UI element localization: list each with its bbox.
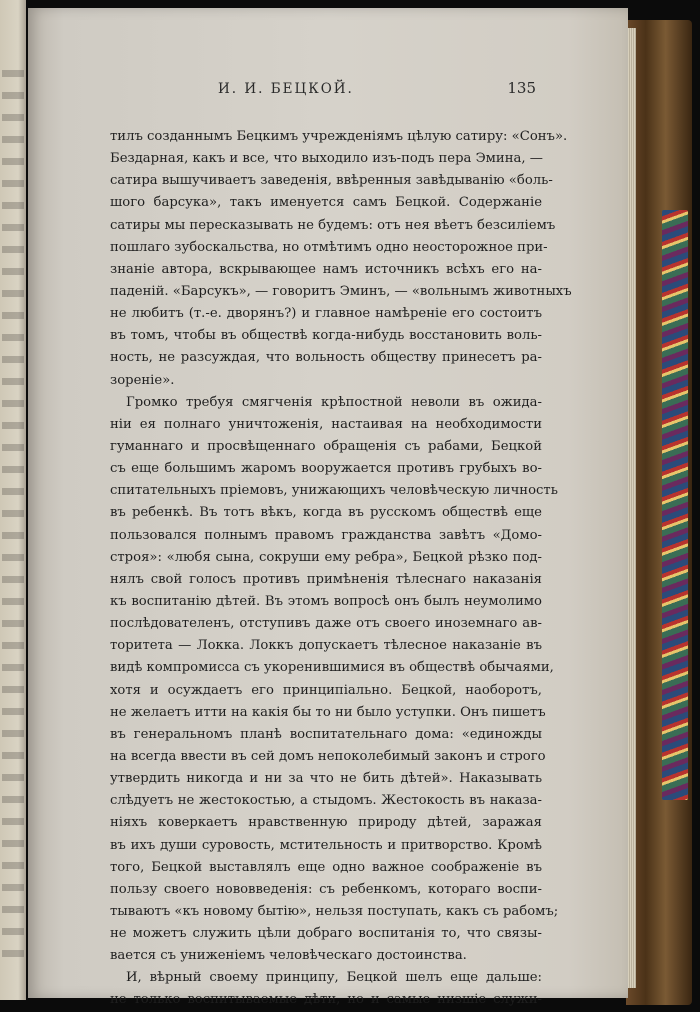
text-line: Бездарная, какъ и все, что выходило изъ-подъ пера Эмина, — (110, 151, 543, 167)
text-line: въ томъ, чтобы въ обществѣ когда-нибудь восстановить воль- (110, 328, 542, 344)
text-line: не можетъ служить цѣли добраго воспитанія то, что связы- (110, 926, 542, 942)
text-line: зореніе». (110, 372, 175, 388)
text-line: вается съ униженіемъ человѣческаго достоинства. (110, 948, 467, 964)
text-line: гуманнаго и просвѣщеннаго обращенія съ рабами, Бецкой (110, 438, 542, 454)
text-line: знаніе автора, вскрывающее намъ источникъ всѣхъ его на- (110, 261, 542, 277)
text-line: съ еще большимъ жаромъ вооружается противъ грубыхъ во- (110, 461, 542, 477)
marbled-page-edge (662, 210, 688, 800)
facing-page-edge (0, 0, 26, 1000)
text-line: ніи ея полнаго уничтоженія, настаивая на необходимости (110, 416, 542, 432)
text-line: на всегда ввести въ сей домъ непоколебимый законъ и строго (110, 748, 546, 764)
text-line: шого барсука», такъ именуется самъ Бецкой. Содержаніе (110, 195, 542, 211)
facing-page-text-fragment (2, 70, 24, 970)
text-line: къ воспитанію дѣтей. Въ этомъ вопросѣ онъ былъ неумолимо (110, 593, 542, 609)
text-line: пользу своего нововведенія: съ ребенкомъ, котораго воспи- (110, 881, 542, 897)
text-line: торитета — Локка. Локкъ допускаетъ тѣлесное наказаніе въ (110, 638, 542, 654)
text-line: тываютъ «къ новому бытію», нельзя поступать, какъ съ рабомъ; (110, 903, 559, 919)
text-line: утвердить никогда и ни за что не бить дѣтей». Наказывать (110, 771, 542, 787)
page-number: 135 (507, 79, 536, 97)
book-page (28, 8, 628, 1008)
text-line: Громко требуя смягченія крѣпостной неволи въ ожида- (126, 394, 542, 410)
text-line: сатира вышучиваетъ заведенія, ввѣренныя завѣдыванію «боль- (110, 173, 553, 189)
text-line: не желаетъ итти на какія бы то ни было уступки. Онъ пишетъ (110, 704, 546, 720)
text-line: слѣдуетъ не жестокостью, а стыдомъ. Жестокость въ наказа- (110, 793, 542, 809)
text-line: не любитъ (т.-е. дворянъ?) и главное намѣреніе его состоитъ (110, 306, 542, 322)
text-line: ніяхъ коверкаетъ нравственную природу дѣтей, заражая (110, 815, 542, 831)
text-line: въ ребенкѣ. Въ тотъ вѣкъ, когда въ русскомъ обществѣ еще (110, 505, 542, 521)
text-line: строя»: «любя сына, сокруши ему ребра», Бецкой рѣзко под- (110, 549, 542, 565)
text-line: тилъ созданнымъ Бецкимъ учрежденіямъ цѣлую сатиру: «Сонъ». (110, 129, 568, 144)
text-line: въ ихъ души суровость, мстительность и притворство. Кромѣ (110, 837, 542, 853)
text-line: спитательныхъ пріемовъ, унижающихъ человѣческую личность (110, 483, 558, 499)
text-line: пользовался полнымъ правомъ гражданства завѣтъ «Домо- (110, 527, 542, 543)
text-line: хотя и осуждаетъ его принципіально. Бецкой, наоборотъ, (110, 682, 542, 698)
running-title: И. И. БЕЦКОЙ. (218, 81, 354, 97)
body-text (110, 126, 572, 1012)
text-line: сатиры мы пересказывать не будемъ: отъ нея вѣетъ безсиліемъ (110, 217, 556, 233)
text-line: не только воспитываемые дѣти, но и самые низшіе служи- (110, 992, 542, 1008)
text-line: ность, не разсуждая, что вольность обществу принесетъ ра- (110, 350, 542, 366)
text-line: пошлаго зубоскальства, но отмѣтимъ одно неосторожное при- (110, 239, 548, 255)
text-line: И, вѣрный своему принципу, Бецкой шелъ еще дальше: (126, 970, 542, 986)
text-line: паденій. «Барсукъ», — говоритъ Эминъ, — «вольнымъ животныхъ (110, 283, 572, 299)
text-line: видѣ компромисса съ укоренившимися въ обществѣ обычаями, (110, 660, 554, 676)
text-line: нялъ свой голосъ противъ примѣненія тѣлеснаго наказанія (110, 571, 542, 587)
text-line: послѣдователенъ, отступивъ даже отъ своего иноземнаго ав- (110, 616, 542, 632)
text-line: въ генеральномъ планѣ воспитательнаго дома: «единожды (110, 726, 542, 742)
running-head (198, 78, 536, 100)
text-line: того, Бецкой выставлялъ еще одно важное соображеніе въ (110, 859, 542, 875)
